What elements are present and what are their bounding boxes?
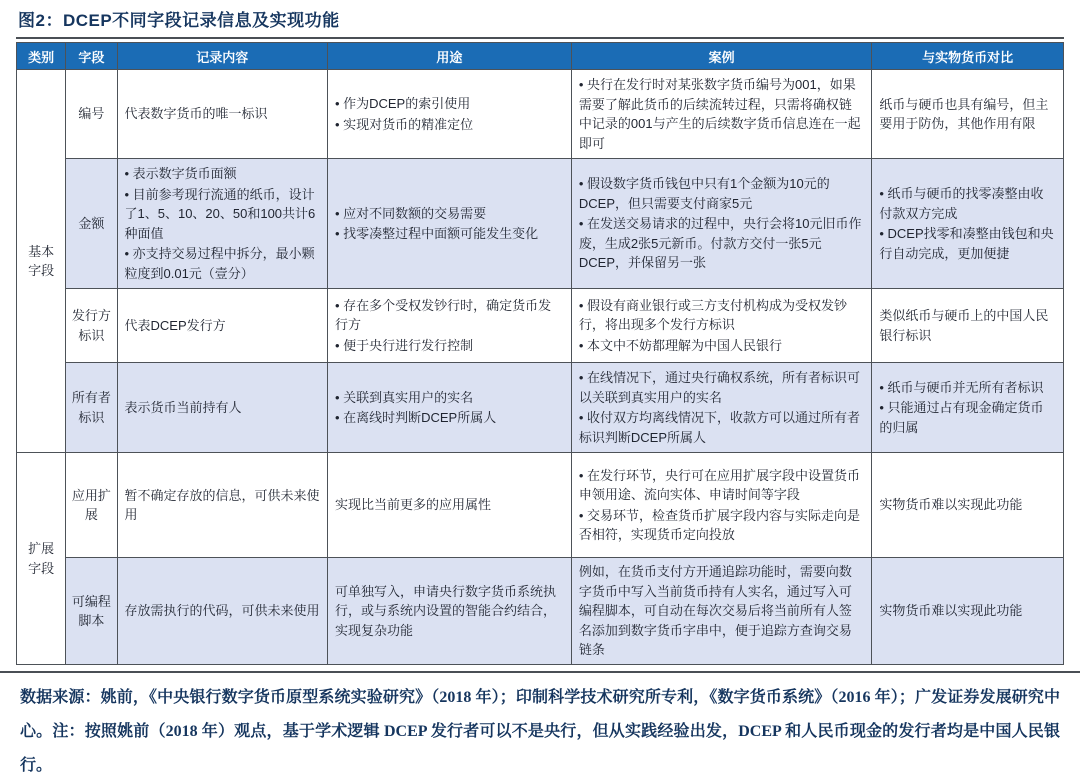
bullet-item: • 实现对货币的精准定位	[335, 115, 564, 135]
bullet-item: • 假设数字货币钱包中只有1个金额为10元的DCEP，但只需要支付商家5元	[579, 174, 864, 213]
bullet-item: • 假设有商业银行或三方支付机构成为受权发钞行，将出现多个发行方标识	[579, 296, 864, 335]
bullet-item: • 存在多个受权发钞行时，确定货币发行方	[335, 296, 564, 335]
cell-usage	[327, 289, 571, 363]
col-header-usage: 用途	[327, 43, 571, 70]
bullet-item: • 亦支持交易过程中拆分，最小颗粒度到0.01元（壹分）	[125, 244, 320, 283]
bullet-item: • 纸币与硬币并无所有者标识	[879, 378, 1056, 398]
col-header-comparison: 与实物货币对比	[872, 43, 1064, 70]
cell-usage	[327, 70, 571, 159]
bullet-item: • 在发送交易请求的过程中，央行会将10元旧币作废，生成2张5元新币。付款方交付一张5元DCEP，并保留另一张	[579, 214, 864, 273]
figure-title: 图2：DCEP不同字段记录信息及实现功能	[18, 11, 340, 30]
bullet-item: • 目前参考现行流通的纸币，设计了1、5、10、20、50和100共计6种面值	[125, 185, 320, 244]
category-extended-fields: 扩展字段	[17, 453, 66, 665]
bullet-item: • 关联到真实用户的实名	[335, 388, 564, 408]
field-name: 应用扩展	[66, 453, 117, 558]
cell-content: 暂不确定存放的信息，可供未来使用	[117, 453, 327, 558]
col-header-example: 案例	[571, 43, 871, 70]
cell-usage	[327, 159, 571, 289]
cell-usage: 可单独写入，申请央行数字货币系统执行，或与系统内设置的智能合约结合，实现复杂功能	[327, 558, 571, 665]
bullet-item: • 在线情况下，通过央行确权系统，所有者标识可以关联到真实用户的实名	[579, 368, 864, 407]
cell-content: 存放需执行的代码，可供未来使用	[117, 558, 327, 665]
cell-example	[571, 453, 871, 558]
category-basic-fields: 基本字段	[17, 70, 66, 453]
table-row	[17, 363, 1064, 453]
cell-comparison: 类似纸币与硬币上的中国人民银行标识	[872, 289, 1064, 363]
source-note: 数据来源：姚前，《中央银行数字货币原型系统实验研究》（2018 年）；印制科学技术研究所专利，《数字货币系统》（2016 年）；广发证券发展研究中心。注：按照姚前（2018 年）观点，基于学术逻辑 DCEP 发行者可以不是央行，但从实践经验出发，DCEP 和人民币现金的发行者均是中国人民银行。	[20, 689, 1060, 774]
cell-comparison: 实物货币难以实现此功能	[872, 453, 1064, 558]
bullet-item: • 便于央行进行发行控制	[335, 336, 564, 356]
field-name: 可编程脚本	[66, 558, 117, 665]
cell-usage	[327, 363, 571, 453]
field-name: 金额	[66, 159, 117, 289]
bullet-item: • 本文中不妨都理解为中国人民银行	[579, 336, 864, 356]
table-row	[17, 70, 1064, 159]
cell-content: 代表数字货币的唯一标识	[117, 70, 327, 159]
cell-content	[117, 159, 327, 289]
bullet-item: • DCEP找零和凑整由钱包和央行自动完成，更加便捷	[879, 224, 1056, 263]
cell-usage: 实现比当前更多的应用属性	[327, 453, 571, 558]
cell-example	[571, 159, 871, 289]
cell-comparison: 纸币与硬币也具有编号，但主要用于防伪，其他作用有限	[872, 70, 1064, 159]
field-name: 编号	[66, 70, 117, 159]
dcep-fields-table	[16, 42, 1064, 665]
table-row	[17, 289, 1064, 363]
bullet-item: • 表示数字货币面额	[125, 164, 320, 184]
bullet-item: • 找零凑整过程中面额可能发生变化	[335, 224, 564, 244]
bullet-item: • 收付双方均离线情况下，收款方可以通过所有者标识判断DCEP所属人	[579, 408, 864, 447]
bullet-item: • 在离线时判断DCEP所属人	[335, 408, 564, 428]
col-header-content: 记录内容	[117, 43, 327, 70]
cell-comparison	[872, 363, 1064, 453]
bullet-item: • 交易环节，检查货币扩展字段内容与实际走向是否相符，实现货币定向投放	[579, 506, 864, 545]
cell-example	[571, 363, 871, 453]
bullet-item: • 在发行环节，央行可在应用扩展字段中设置货币申领用途、流向实体、申请时间等字段	[579, 466, 864, 505]
header-row	[17, 43, 1064, 70]
col-header-field: 字段	[66, 43, 117, 70]
table-row	[17, 159, 1064, 289]
cell-example	[571, 70, 871, 159]
cell-content: 表示货币当前持有人	[117, 363, 327, 453]
bullet-item: • 应对不同数额的交易需要	[335, 204, 564, 224]
bullet-item: • 纸币与硬币的找零凑整由收付款双方完成	[879, 184, 1056, 223]
cell-example	[571, 289, 871, 363]
bullet-item: • 只能通过占有现金确定货币的归属	[879, 398, 1056, 437]
cell-example: 例如，在货币支付方开通追踪功能时，需要向数字货币中写入当前货币持有人实名，通过写入可编程脚本，可自动在每次交易后将当前所有人签名添加到数字货币字串中，便于追踪方查询交易链条	[571, 558, 871, 665]
cell-comparison	[872, 159, 1064, 289]
col-header-category: 类别	[17, 43, 66, 70]
table-row	[17, 558, 1064, 665]
field-name: 所有者标识	[66, 363, 117, 453]
field-name: 发行方标识	[66, 289, 117, 363]
bullet-item: • 央行在发行时对某张数字货币编号为001，如果需要了解此货币的后续流转过程，只需将确权链中记录的001与产生的后续数字货币信息连在一起即可	[579, 75, 864, 153]
bullet-item: • 作为DCEP的索引使用	[335, 94, 564, 114]
cell-comparison: 实物货币难以实现此功能	[872, 558, 1064, 665]
table-row	[17, 453, 1064, 558]
cell-content: 代表DCEP发行方	[117, 289, 327, 363]
title-divider	[16, 37, 1064, 39]
